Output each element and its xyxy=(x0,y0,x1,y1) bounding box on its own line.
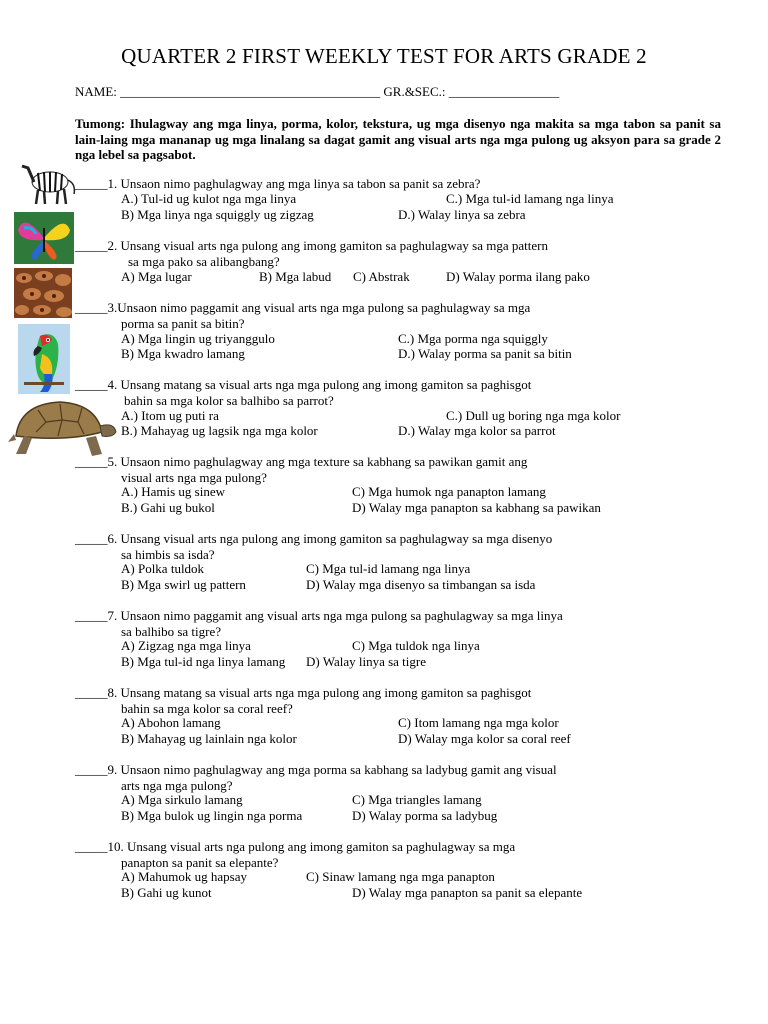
option-d: D) Walay linya sa tigre xyxy=(306,654,427,669)
question-text-cont: sa mga pako sa alibangbang? xyxy=(128,253,280,269)
question-text-cont: panapton sa panit sa elepante? xyxy=(121,854,279,870)
option-d: D) Walay mga panapton sa panit sa elepante xyxy=(352,885,583,900)
question-1 xyxy=(75,176,480,192)
question-8 xyxy=(75,685,531,716)
question-4 xyxy=(75,377,531,408)
question-text: _____8. Unsang matang sa visual arts nga mga pulong ang imong gamiton sa paghisgot xyxy=(75,685,532,700)
question-text-cont: sa himbis sa isda? xyxy=(121,546,215,562)
option-c: C) Mga tul-id lamang nga linya xyxy=(306,561,471,576)
option-c: C.) Dull ug boring nga mga kolor xyxy=(446,408,621,423)
option-c: C.) Mga tul-id lamang nga linya xyxy=(446,191,614,206)
option-d: D) Walay mga panapton sa kabhang sa pawikan xyxy=(352,500,601,515)
question-text: _____9. Unsaon nimo paghulagway ang mga porma sa kabhang sa ladybug gamit ang visual xyxy=(75,762,557,777)
option-b: B) Mga linya nga squiggly ug zigzag xyxy=(121,207,314,222)
option-c: C) Sinaw lamang nga mga panapton xyxy=(306,869,495,884)
option-b: B) Mga tul-id nga linya lamang xyxy=(121,654,286,669)
option-d: D) Walay porma ilang pako xyxy=(446,269,590,284)
question-text-cont: porma sa panit sa bitin? xyxy=(121,315,245,331)
option-c: C) Mga humok nga panapton lamang xyxy=(352,484,546,499)
option-d: D) Walay mga disenyo sa timbangan sa isda xyxy=(306,577,536,592)
option-d: D) Walay mga kolor sa coral reef xyxy=(398,731,571,746)
option-a: A) Mga lugar xyxy=(121,269,192,284)
option-b: B) Gahi ug kunot xyxy=(121,885,212,900)
question-10 xyxy=(75,839,515,870)
option-a: A) Mga sirkulo lamang xyxy=(121,792,243,807)
question-text: _____1. Unsaon nimo paghulagway ang mga linya sa tabon sa panit sa zebra? xyxy=(75,176,481,191)
option-a: A.) Tul-id ug kulot nga mga linya xyxy=(121,191,297,206)
question-text: _____2. Unsang visual arts nga pulong ang imong gamiton sa paghulagway sa mga pattern xyxy=(75,238,548,253)
question-9 xyxy=(75,762,557,793)
option-d: D.) Walay mga kolor sa parrot xyxy=(398,423,556,438)
option-b: B.) Mahayag ug lagsik nga mga kolor xyxy=(121,423,318,438)
option-d: D.) Walay porma sa panit sa bitin xyxy=(398,346,572,361)
option-a: A) Mahumok ug hapsay xyxy=(121,869,248,884)
zebra-picture xyxy=(20,158,82,206)
question-text-cont: bahin sa mga kolor sa balhibo sa parrot? xyxy=(124,392,334,408)
option-b: B) Mga bulok ug lingin nga porma xyxy=(121,808,303,823)
option-c: C.) Mga porma nga squiggly xyxy=(398,331,548,346)
question-text: _____6. Unsang visual arts nga pulong ang imong gamiton sa paghulagway sa mga disenyo xyxy=(75,531,553,546)
option-b: B.) Gahi ug bukol xyxy=(121,500,215,515)
option-c: C) Mga triangles lamang xyxy=(352,792,482,807)
option-a: A.) Hamis ug sinew xyxy=(121,484,225,499)
question-text-cont: visual arts nga mga pulong? xyxy=(121,469,267,485)
option-c: C) Mga tuldok nga linya xyxy=(352,638,480,653)
question-text: _____5. Unsaon nimo paghulagway ang mga texture sa kabhang sa pawikan gamit ang xyxy=(75,454,528,469)
parrot-picture xyxy=(18,324,70,394)
option-d: D.) Walay linya sa zebra xyxy=(398,207,526,222)
option-a: A) Mga lingin ug triyanggulo xyxy=(121,331,275,346)
butterfly-picture xyxy=(14,212,74,264)
option-a: A) Abohon lamang xyxy=(121,715,221,730)
question-text: _____4. Unsang matang sa visual arts nga mga pulong ang imong gamiton sa paghisgot xyxy=(75,377,532,392)
question-text: _____10. Unsang visual arts nga pulong ang imong gamiton sa paghulagway sa mga xyxy=(75,839,516,854)
question-text-cont: bahin sa mga kolor sa coral reef? xyxy=(121,700,293,716)
option-b: B) Mga swirl ug pattern xyxy=(121,577,246,592)
question-text-cont: sa balhibo sa tigre? xyxy=(121,623,221,639)
option-b: B) Mga labud xyxy=(259,269,332,284)
option-c: C) Itom lamang nga mga kolor xyxy=(398,715,559,730)
option-b: B) Mahayag ug lainlain nga kolor xyxy=(121,731,297,746)
option-a: A) Zigzag nga mga linya xyxy=(121,638,251,653)
option-d: D) Walay porma sa ladybug xyxy=(352,808,498,823)
name-section-line: NAME: ________________________________________ GR.&SEC.: _________________ xyxy=(75,84,560,99)
objective-paragraph: Tumong: Ihulagway ang mga linya, porma, kolor, tekstura, ug mga disenyo nga makita sa mga tabon sa panit sa lain-laing mga mananap ug mga linalang sa dagat gamit ang visual arts nga mga pulong ug aksyon para sa grade 2 nga lebel sa pagsabot. xyxy=(75,116,721,162)
question-text: _____7. Unsaon nimo paggamit ang visual arts nga mga pulong sa paghulagway sa mga linya xyxy=(75,608,563,623)
option-a: A) Polka tuldok xyxy=(121,561,205,576)
question-3 xyxy=(75,300,530,331)
question-text: _____3.Unsaon nimo paggamit ang visual arts nga mga pulong sa paghulagway sa mga xyxy=(75,300,531,315)
question-2 xyxy=(75,238,548,269)
snake-skin-picture xyxy=(14,268,72,318)
question-5 xyxy=(75,454,527,485)
question-7 xyxy=(75,608,563,639)
option-c: C) Abstrak xyxy=(353,269,410,284)
option-b: B) Mga kwadro lamang xyxy=(121,346,245,361)
question-text-cont: arts nga mga pulong? xyxy=(121,777,233,793)
page-title: QUARTER 2 FIRST WEEKLY TEST FOR ARTS GRADE 2 xyxy=(121,44,647,68)
question-6 xyxy=(75,531,552,562)
option-a: A.) Itom ug puti ra xyxy=(121,408,219,423)
